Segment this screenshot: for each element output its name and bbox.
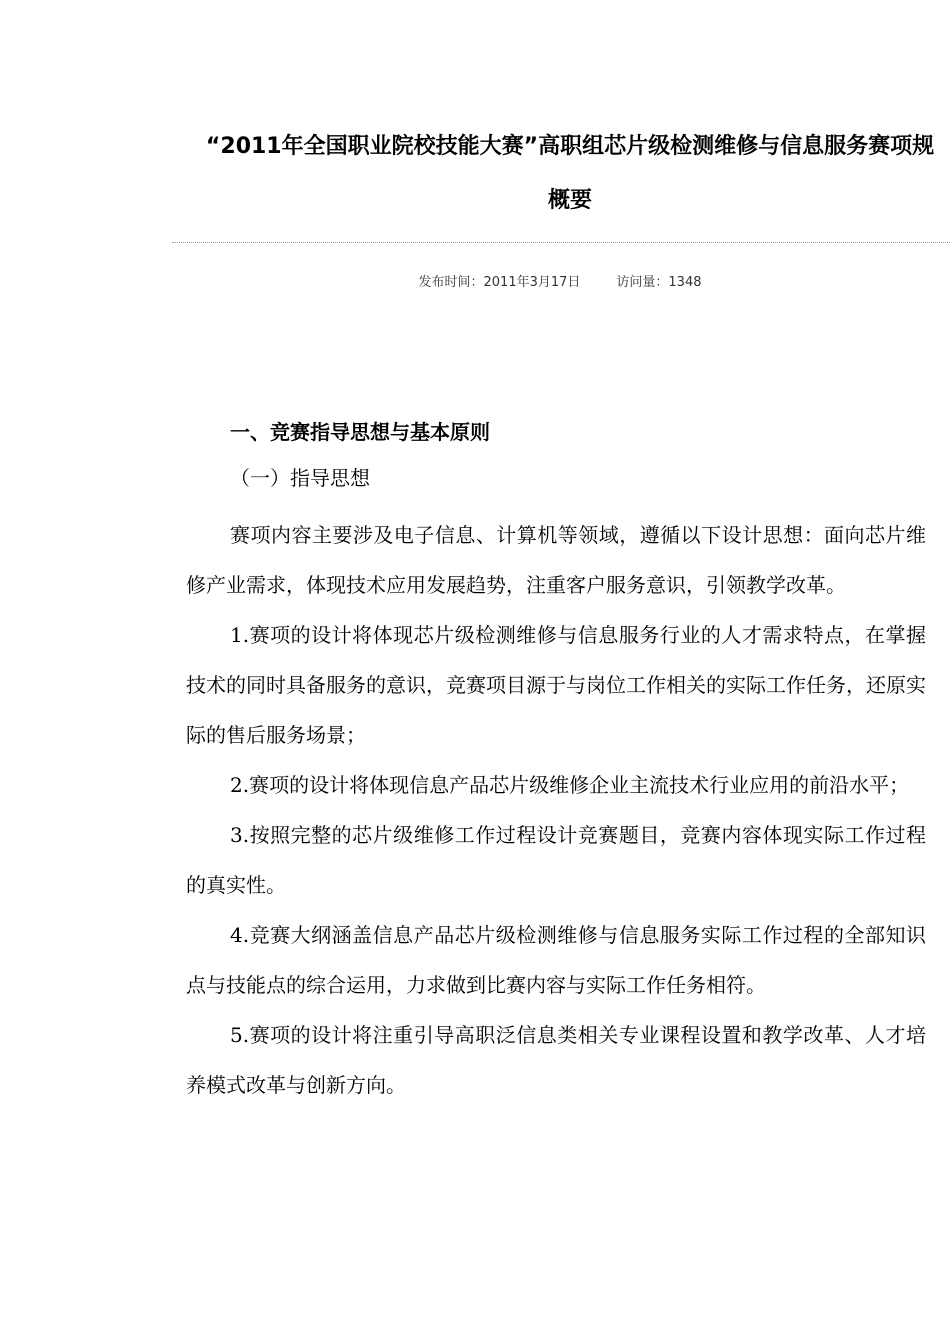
page-title-continuation: 概要 bbox=[547, 188, 592, 213]
article-body bbox=[186, 410, 926, 1110]
visit-count: 访问量：1348 bbox=[616, 275, 702, 290]
paragraph-item-1: 1.赛项的设计将体现芯片级检测维修与信息服务行业的人才需求特点，在掌握技术的同时具备服务的意识，竞赛项目源于与岗位工作相关的实际工作任务，还原实际的售后服务场景； bbox=[186, 623, 926, 747]
title-divider bbox=[172, 242, 950, 243]
page-title: “2011年全国职业院校技能大赛”高职组芯片级检测维修与信息服务赛项规 bbox=[205, 134, 935, 159]
paragraph-item-2: 2.赛项的设计将体现信息产品芯片级维修企业主流技术行业应用的前沿水平； bbox=[230, 773, 910, 797]
article-meta bbox=[0, 274, 950, 292]
section-heading: 一、竞赛指导思想与基本原则 bbox=[230, 420, 490, 444]
paragraph-intro: 赛项内容主要涉及电子信息、计算机等领域，遵循以下设计思想：面向芯片维修产业需求，体现技术应用发展趋势，注重客户服务意识，引领教学改革。 bbox=[186, 523, 926, 597]
subsection-heading: （一）指导思想 bbox=[230, 466, 370, 490]
paragraph-item-4: 4.竞赛大纲涵盖信息产品芯片级检测维修与信息服务实际工作过程的全部知识点与技能点的综合运用，力求做到比赛内容与实际工作任务相符。 bbox=[186, 923, 926, 997]
paragraph-item-5: 5.赛项的设计将注重引导高职泛信息类相关专业课程设置和教学改革、人才培养模式改革与创新方向。 bbox=[186, 1023, 926, 1097]
publish-date: 发布时间：2011年3月17日 bbox=[418, 275, 581, 290]
paragraph-item-3: 3.按照完整的芯片级维修工作过程设计竞赛题目，竞赛内容体现实际工作过程的真实性。 bbox=[186, 823, 926, 897]
